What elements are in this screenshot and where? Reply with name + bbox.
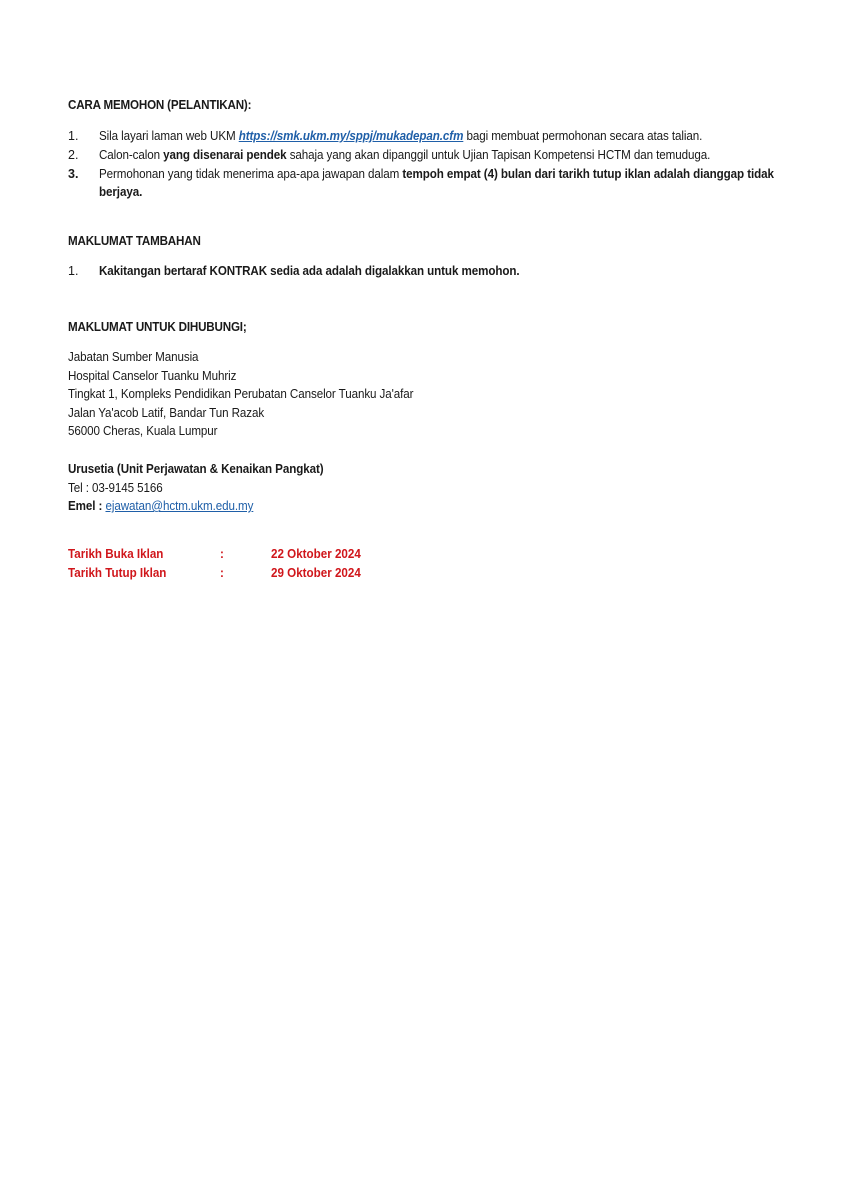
item-text: Sila layari laman web UKM	[99, 129, 239, 143]
close-date-label: Tarikh Tutup Iklan	[68, 566, 167, 580]
application-link[interactable]: https://smk.ukm.my/sppj/mukadepan.cfm	[238, 129, 464, 143]
list-number: 1.	[68, 264, 79, 278]
contact-unit	[68, 460, 324, 516]
item-text: sahaja yang akan dipanggil untuk Ujian Tapisan Kompetensi HCTM dan temuduga.	[286, 148, 711, 162]
list-number: 3.	[68, 167, 79, 181]
open-date-value: 22 Oktober 2024	[271, 547, 361, 561]
item-text: Permohonan yang tidak menerima apa-apa jawapan dalam	[99, 167, 403, 181]
section-heading-cara-memohon: CARA MEMOHON (PELANTIKAN):	[68, 98, 252, 112]
open-date-separator: :	[220, 547, 224, 561]
address-line: Jalan Ya'acob Latif, Bandar Tun Razak	[68, 405, 265, 420]
section-heading-maklumat-tambahan: MAKLUMAT TAMBAHAN	[68, 234, 201, 248]
address-line: 56000 Cheras, Kuala Lumpur	[68, 424, 218, 439]
item-text-bold: tempoh empat (4) bulan dari tarikh tutup iklan adalah dianggap tidak	[402, 167, 774, 181]
address-line: Jabatan Sumber Manusia	[68, 350, 199, 364]
list-number: 1.	[68, 129, 79, 143]
list-number: 2.	[68, 148, 79, 162]
item-text-bold: yang disenarai pendek	[163, 148, 287, 162]
close-date-value: 29 Oktober 2024	[271, 566, 361, 580]
unit-name: Urusetia (Unit Perjawatan & Kenaikan Pangkat)	[68, 462, 324, 476]
item-text: Calon-calon	[99, 148, 164, 162]
section-heading-maklumat-dihubungi: MAKLUMAT UNTUK DIHUBUNGI;	[68, 320, 247, 334]
close-date-separator: :	[220, 566, 224, 580]
address-line: Hospital Canselor Tuanku Muhriz	[68, 368, 237, 383]
item-text-bold: berjaya.	[99, 185, 143, 199]
item-text-bold: Kakitangan bertaraf KONTRAK sedia ada adalah digalakkan untuk memohon.	[99, 264, 520, 278]
email-link[interactable]: ejawatan@hctm.ukm.edu.my	[105, 499, 254, 514]
telephone: Tel : 03-9145 5166	[68, 480, 163, 495]
item-text: bagi membuat permohonan secara atas talian.	[463, 129, 703, 143]
address-line: Tingkat 1, Kompleks Pendidikan Perubatan Canselor Tuanku Ja'afar	[68, 387, 414, 402]
open-date-label: Tarikh Buka Iklan	[68, 547, 164, 561]
contact-address	[68, 348, 413, 441]
email-label: Emel :	[68, 499, 106, 514]
